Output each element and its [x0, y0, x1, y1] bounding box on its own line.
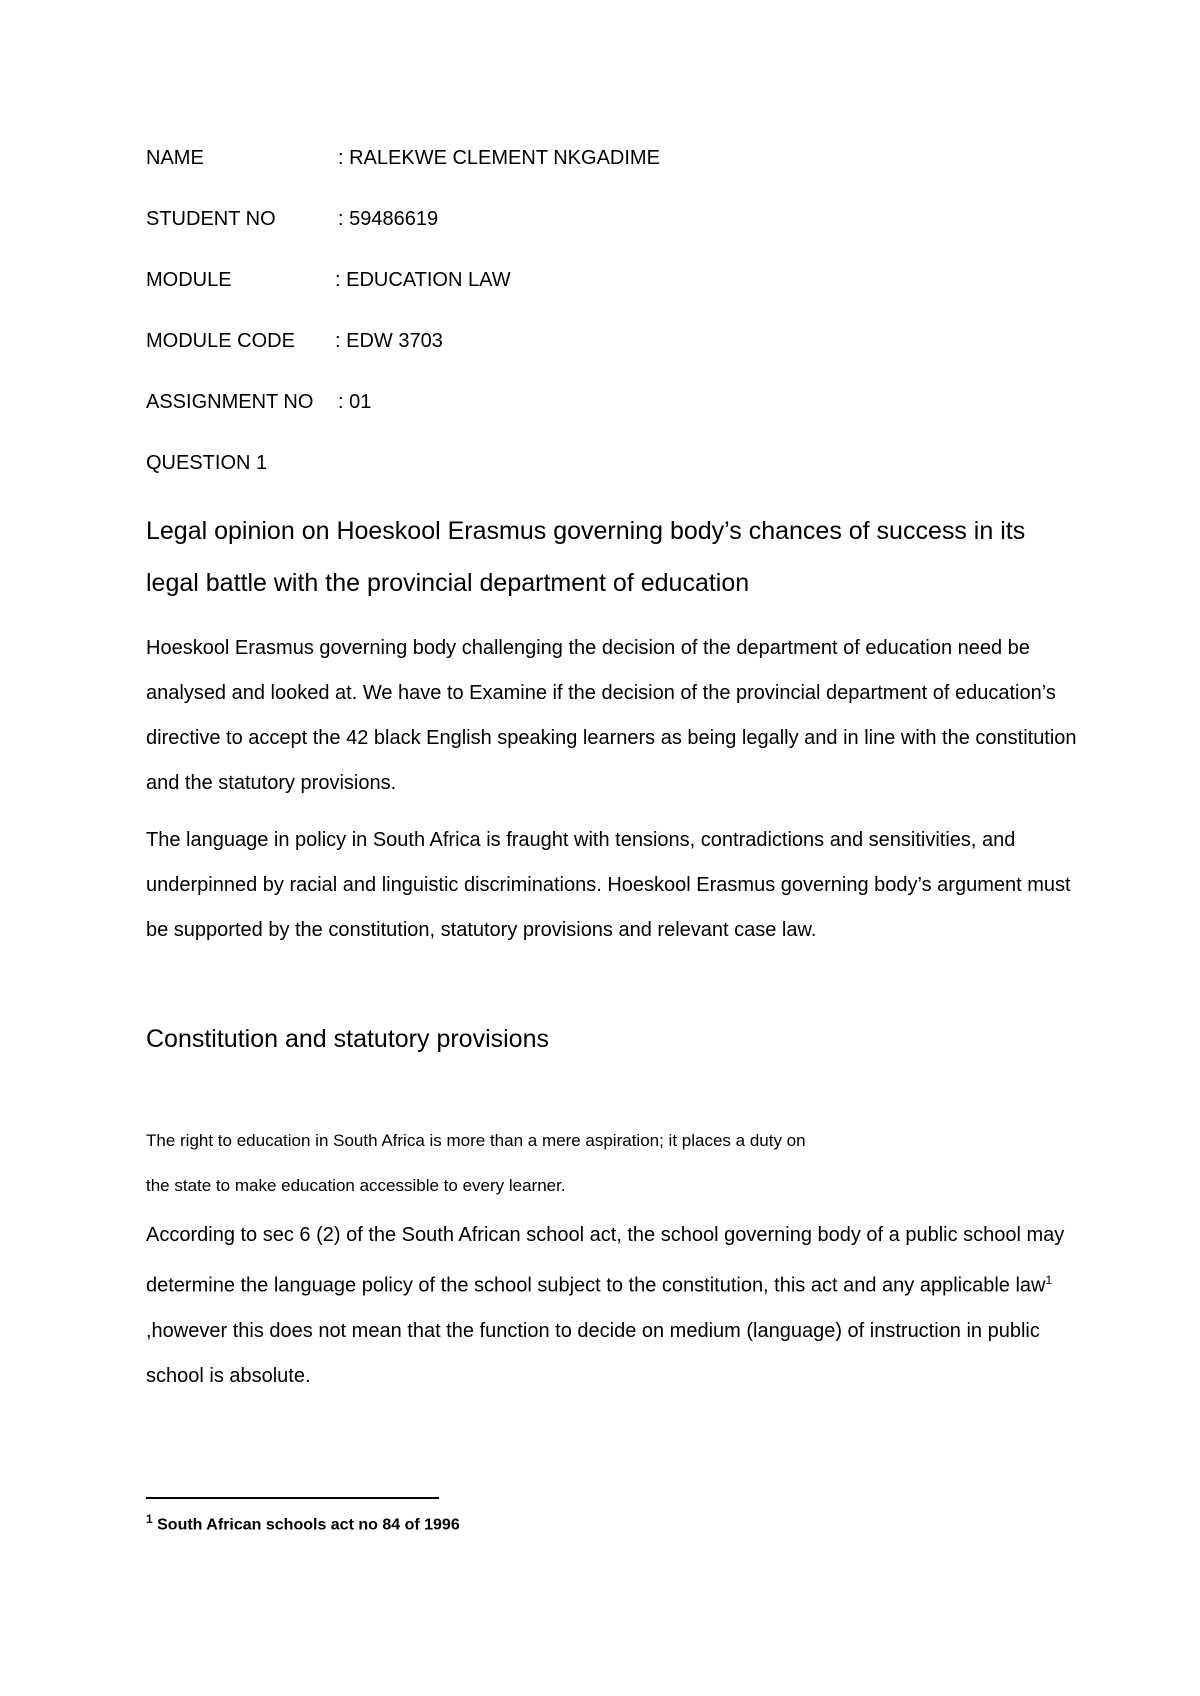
name-value: : RALEKWE CLEMENT NKGADIME: [338, 147, 660, 169]
footnote-number: 1: [146, 1512, 153, 1526]
name-label: NAME: [146, 147, 204, 169]
paragraph-1: Hoeskool Erasmus governing body challenging the decision of the department of education need be analysed and looked at. We have to Examine if the decision of the provincial department of education’s directive to accept the 42 black English speaking learners as being legally and in line with the constitution and the statutory provisions.: [146, 637, 1077, 794]
section-heading: Constitution and statutory provisions: [146, 1025, 549, 1053]
paragraph-2: The language in policy in South Africa is fraught with tensions, contradictions and sensitivities, and underpinned by racial and linguistic discriminations. Hoeskool Erasmus governing body’s argument must be supported by the constitution, statutory provisions and relevant case law.: [146, 829, 1071, 941]
student-no-value: : 59486619: [338, 208, 439, 230]
footnote-text: South African schools act no 84 of 1996: [152, 1516, 460, 1534]
small-line-2: the state to make education accessible to every learner.: [146, 1176, 566, 1195]
title-line-2: legal battle with the provincial department of education: [146, 569, 750, 597]
title-line-1: Legal opinion on Hoeskool Erasmus governing body’s chances of success in its: [146, 517, 1026, 545]
paragraph-3-text-a: According to sec 6 (2) of the South African school act, the school governing body of a public school may determine the language policy of the school subject to the constitution, this act and any applicable law: [146, 1224, 1065, 1297]
student-no-label: STUDENT NO: [146, 208, 276, 230]
module-code-label: MODULE CODE: [146, 330, 295, 352]
paragraph-3-text-b: ,however this does not mean that the function to decide on medium (language) of instruction in public school is absolute.: [146, 1319, 1040, 1387]
module-code-value: : EDW 3703: [335, 330, 443, 352]
paragraph-3: [146, 1213, 1086, 1399]
module-label: MODULE: [146, 269, 232, 291]
module-value: : EDUCATION LAW: [335, 269, 511, 291]
footnote-separator: [146, 1497, 439, 1499]
small-line-1: The right to education in South Africa is more than a mere aspiration; it places a duty on: [146, 1131, 806, 1150]
question-label: QUESTION 1: [146, 452, 268, 474]
assignment-no-value: : 01: [338, 391, 372, 413]
assignment-no-label: ASSIGNMENT NO: [146, 391, 314, 413]
footnote: [146, 1512, 460, 1534]
footnote-reference[interactable]: 1: [1045, 1273, 1053, 1287]
